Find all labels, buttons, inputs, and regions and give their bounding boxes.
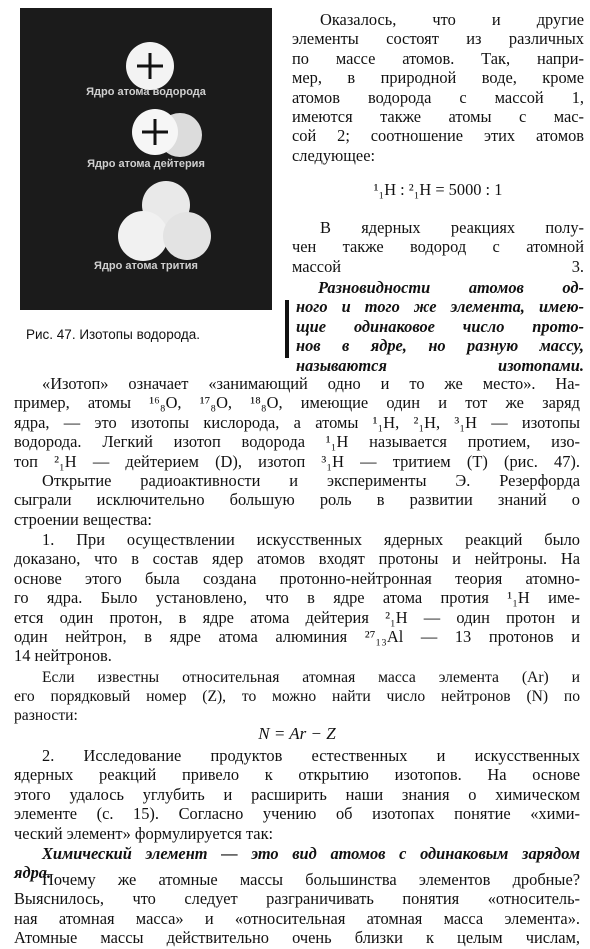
intro-paragraph: Оказалось, что и другие элементы состоят из различных по массе атомов. Так, напри- мер, в природной воде, кроме атомов водорода с массой 1, имеются также атомы с мас- сой 2; соотношение этих атомов следующее: bbox=[292, 10, 584, 165]
fractional-mass-paragraph: Почему же атомные массы большинства элементов дробные? Выяснилось, что следует разграничивать понятия «относитель- ная атомная масса» и «относительная атомная масса элемента». Атомные массы действительно очень близки к целым числам, bbox=[14, 870, 580, 948]
neutron-formula: N = Ar − Z bbox=[258, 724, 336, 743]
point-two-paragraph: 2. Исследование продуктов естественных и искусственных ядерных реакций привело к открытию изотопов. На основе этого удалось углубить и расширить наши знания о химическом элементе (с. 15). Согласно учению об изотопах понятие «хими- ческий элемент» формулируется так: bbox=[14, 746, 580, 843]
label-deuterium: Ядро атома дейтерия bbox=[87, 158, 205, 170]
isotope-definition: Разновидности атомов од- ного и того же элемента, имею- щие одинаковое число прото- нов в ядре, но разную массу, называются изотопами. bbox=[296, 278, 584, 375]
point-one-paragraph: 1. При осуществлении искусственных ядерных реакций было доказано, что в состав ядер атомов входят протоны и нейтроны. На основе этого была создана протонно-нейтронная теория атомно- го ядра. Было установлено, что в ядре атома протия ¹₁H име- ется один протон, в ядре атома дейтерия ²₁H — один протон и один нейтрон, в ядре атома алюминия ²⁷₁₃Al — 13 протонов и 14 нейтронов. bbox=[14, 530, 580, 666]
triple-hydrogen-paragraph: В ядерных реакциях полу- чен также водород с атомной массой 3. bbox=[292, 218, 584, 276]
chemical-element-definition: Химический элемент — это вид атомов с одинаковым зарядом ядра. bbox=[14, 844, 580, 883]
tritium-nucleus bbox=[118, 181, 211, 261]
rutherford-paragraph: Открытие радиоактивности и эксперименты Э. Резерфорда сыграли исключительно большую роль в развитии знаний о строении вещества: bbox=[14, 471, 580, 529]
label-protium: Ядро атома водорода bbox=[86, 86, 206, 98]
isotope-figure bbox=[20, 8, 272, 310]
label-tritium: Ядро атома трития bbox=[94, 260, 198, 272]
deuterium-nucleus bbox=[132, 109, 202, 157]
neutron-count-paragraph: Если известны относительная атомная масса элемента (Ar) и его порядковый номер (Z), то можно найти число нейтронов (N) по разности: bbox=[14, 669, 580, 724]
protium-nucleus bbox=[126, 42, 174, 90]
definition-bar bbox=[285, 300, 289, 358]
isotope-meaning-paragraph: «Изотоп» означает «занимающий одно и то же место». На- пример, атомы ¹⁶₈O, ¹⁷₈O, ¹⁸₈O, имеющие один и тот же заряд ядра, — это изотопы кислорода, а атомы ¹₁H, ²₁H, ³₁H — изотопы водорода. Легкий изотоп водорода ¹₁H называется протием, изо- топ ²₁H — дейтерием (D), изотоп ³₁H — тритием (T) (рис. 47). bbox=[14, 374, 580, 471]
ratio-formula: ¹₁H : ²₁H = 5000 : 1 bbox=[373, 180, 503, 199]
figure-caption: Рис. 47. Изотопы водорода. bbox=[26, 327, 201, 342]
